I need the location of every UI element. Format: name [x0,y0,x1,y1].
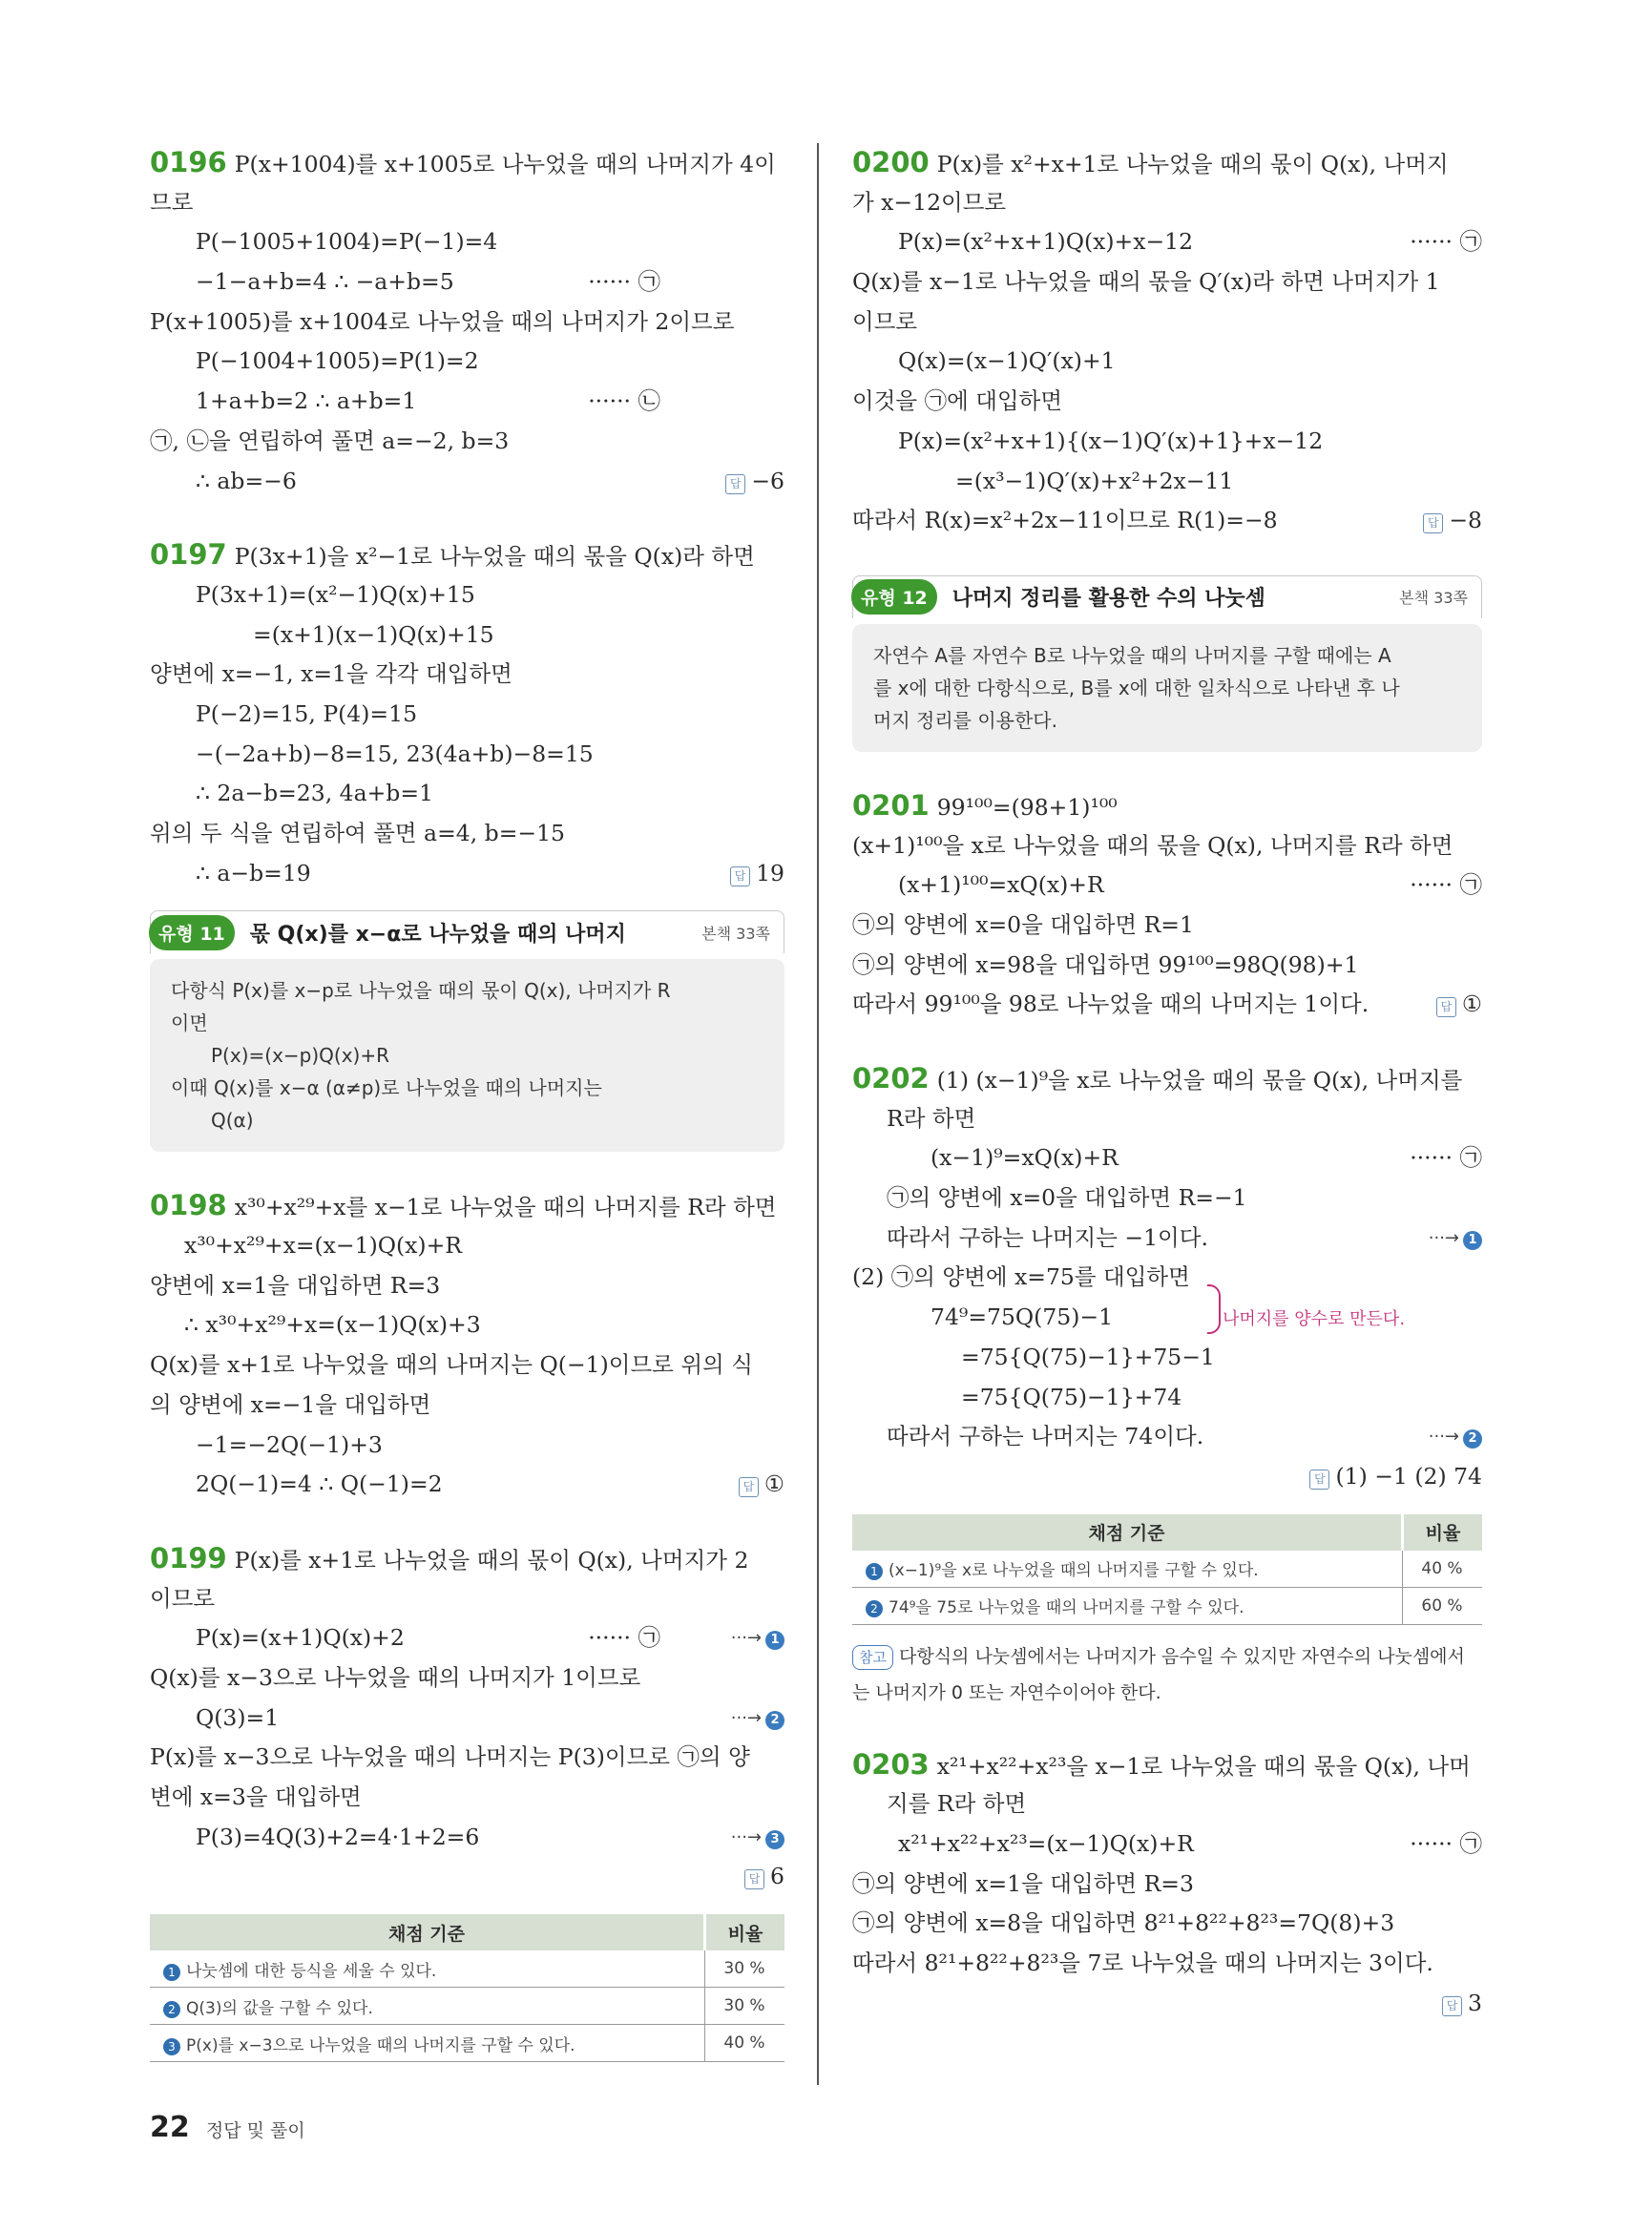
problem-0200: 0200 P(x)를 x²+x+1로 나누었을 때의 몫이 Q(x), 나머지 가 x−12이므로 P(x)=(x²+x+1)Q(x)+x−12 ······ ㉠ Q(x)를 x−1로 나누었을 때의 몫을 Q′(x)라 하면 나머지가 1 이므로 Q(x)=(x−1)Q′(x)+1 이것을 ㉠에 대입하면 P(x)=(x²+x+1){(x−1)Q′(x)+1}+x−12 =(x³−1)Q′(x)+x²+2x−11 따라서 R(x)=x²+2x−11이므로 R(1)=−8 답 −8 [852,143,1482,541]
page-number: 22 [150,2111,190,2144]
problem-number: 0196 [150,146,227,178]
problem-number: 0202 [852,1062,930,1095]
problem-number: 0199 [150,1541,227,1574]
answer-mark: 답 ① [739,1465,784,1505]
type-summary-box: 자연수 A를 자연수 B로 나누었을 때의 나머지를 구할 때에는 A 를 x에 대한 다항식으로, B를 x에 대한 일차식으로 나타낸 후 나 머지 정리를 이용한다. [852,624,1482,752]
answer-mark: 답 19 [730,854,784,894]
problem-number: 0201 [852,788,930,822]
problem-0197: 0197 P(3x+1)을 x²−1로 나누었을 때의 몫을 Q(x)라 하면 P(3x+1)=(x²−1)Q(x)+15 =(x+1)(x−1)Q(x)+15 양변에 x=−1, x=1을 각각 대입하면 P(−2)=15, P(4)=15 −(−2a+b)−8=15, 23(4a+b)−8=15 ∴ 2a−b=23, 4a+b=1 위의 두 식을 연립하여 풀면 a=4, b=−15 ∴ a−b=19 답 19 [150,535,784,893]
type-11-section [150,910,784,1152]
answer-icon: 답 [739,1477,759,1497]
problem-0199: 0199 P(x)를 x+1로 나누었을 때의 몫이 Q(x), 나머지가 2 이므로 P(x)=(x+1)Q(x)+2 ······ ㉠ ···→ 1 Q(x)를 x−3으로 나누었을 때의 나머지가 1이므로 Q(3)=1 ···→ 2 P(x)를 x−3으로 나누었을 때의 나머지는 P(3)이므로 ㉠의 양 변에 x=3을 대입하면 P(3)=4Q(3)+2=4·1+2=6 ···→ 3 답 6 [150,1539,784,1897]
table-row: 1 나눗셈에 대한 등식을 세울 수 있다. 30 % [150,1950,784,1988]
type-page-ref: 본책 33쪽 [1399,589,1468,608]
answer-mark: 답 3 [1442,1984,1482,2024]
problem-0198: 0198 x³⁰+x²⁹+x를 x−1로 나누었을 때의 나머지를 R라 하면 x³⁰+x²⁹+x=(x−1)Q(x)+R 양변에 x=1을 대입하면 R=3 ∴ x³⁰+x²⁹+x=(x−1)Q(x)+3 Q(x)를 x+1로 나누었을 때의 나머지는 Q(−1)이므로 위의 식 의 양변에 x=−1을 대입하면 −1=−2Q(−1)+3 2Q(−1)=4 ∴ Q(−1)=2 답 ① [150,1186,784,1505]
step-marker: ···→ 3 [731,1818,784,1858]
table-row: 2 74⁹을 75로 나누었을 때의 나머지를 구할 수 있다. 60 % [852,1587,1482,1624]
right-column [852,143,1482,2023]
type-title: 나머지 정리를 활용한 수의 나눗셈 [951,587,1265,612]
left-column [150,143,784,2062]
type-summary-box: 다항식 P(x)를 x−p로 나누었을 때의 몫이 Q(x), 나머지가 R 이면 P(x)=(x−p)Q(x)+R 이때 Q(x)를 x−α (α≠p)로 나누었을 때의 나머지는 Q(α) [150,959,784,1152]
problem-0196: 0196 P(x+1004)를 x+1005로 나누었을 때의 나머지가 4이 므로 P(−1005+1004)=P(−1)=4 −1−a+b=4 ∴ −a+b=5 ······ ㉠ P(x+1005)를 x+1004로 나누었을 때의 나머지가 2이므로 P(−1004+1005)=P(1)=2 1+a+b=2 ∴ a+b=1 ······ ㉡ ㉠, ㉡을 연립하여 풀면 a=−2, b=3 ∴ ab=−6 답 −6 [150,143,784,501]
step-marker: ···→ 2 [731,1699,784,1739]
bracket-annotation [1207,1284,1221,1334]
step-marker: ···→ 1 [1429,1219,1482,1259]
table-row: 1 (x−1)⁹을 x로 나누었을 때의 나머지를 구할 수 있다. 40 % [852,1551,1482,1588]
side-note: 나머지를 양수로 만든다. [1223,1309,1406,1330]
answer-icon: 답 [1436,997,1456,1017]
note-tag: 참고 [852,1645,893,1670]
answer-mark: 답 6 [744,1857,784,1897]
answer-mark: 답 ① [1436,985,1482,1025]
problem-number: 0197 [150,538,227,572]
step-marker: ···→ 1 [731,1618,784,1658]
footer-label: 정답 및 풀이 [205,2120,305,2141]
reference-note: 참고 다항식의 나눗셈에서는 나머지가 음수일 수 있지만 자연수의 나눗셈에서 는 나머지가 0 또는 자연수이어야 한다. [852,1645,1465,1703]
answer-icon: 답 [1423,513,1443,533]
scoring-table: 채점 기준 비율 1 (x−1)⁹을 x로 나누었을 때의 나머지를 구할 수 있다. 40 % 2 74⁹을 75로 나누었을 때의 나머지를 구할 수 있다. 60 % [852,1514,1482,1625]
type-badge: 유형 12 [851,579,937,615]
step-marker: ···→ 2 [1429,1417,1482,1457]
type-title: 몫 Q(x)를 x−α로 나누었을 때의 나머지 [249,922,626,947]
page-footer [150,2111,305,2144]
type-12-section [852,575,1482,752]
problem-number: 0203 [852,1747,930,1781]
answer-icon: 답 [1309,1470,1329,1490]
answer-icon: 답 [725,474,745,494]
problem-0201: 0201 99¹⁰⁰=(98+1)¹⁰⁰ (x+1)¹⁰⁰을 x로 나누었을 때의 몫을 Q(x), 나머지를 R라 하면 (x+1)¹⁰⁰=xQ(x)+R ······ ㉠ ㉠의 양변에 x=0을 대입하면 R=1 ㉠의 양변에 x=98을 대입하면 99¹⁰⁰=98Q(98)+1 따라서 99¹⁰⁰을 98로 나누었을 때의 나머지는 1이다. 답 ① [852,786,1482,1025]
type-page-ref: 본책 33쪽 [701,924,770,943]
answer-icon: 답 [730,866,750,886]
problem-number: 0198 [150,1189,227,1222]
table-row: 3 P(x)를 x−3으로 나누었을 때의 나머지를 구할 수 있다. 40 % [150,2025,784,2062]
answer-mark: 답 −8 [1423,501,1482,541]
column-divider [817,143,819,2085]
answer-icon: 답 [1442,1996,1462,2016]
answer-mark: 답 (1) −1 (2) 74 [1309,1457,1482,1497]
problem-0202: 0202 (1) (x−1)⁹을 x로 나누었을 때의 몫을 Q(x), 나머지를 R라 하면 (x−1)⁹=xQ(x)+R ······ ㉠ ㉠의 양변에 x=0을 대입하면 R=−1 따라서 구하는 나머지는 −1이다. ···→ 1 (2) ㉠의 양변에 x=75를 대입하면 74⁹=75Q(75)−1 나머지를 양수로 만든다. =75{Q(75)−1}+75−1 =75{Q(75)−1}+74 따라서 구하는 나머지는 74이다. ···→ 2 답 (1) −1 (2) 74 [852,1059,1482,1497]
answer-mark: 답 −6 [725,462,784,502]
scoring-table: 채점 기준 비율 1 나눗셈에 대한 등식을 세울 수 있다. 30 % 2 Q(3)의 값을 구할 수 있다. 30 % 3 P(x)를 x−3으로 나누었을 때의 나머지를 구할 수 있다. 40 % [150,1914,784,2062]
problem-0203: 0203 x²¹+x²²+x²³을 x−1로 나누었을 때의 몫을 Q(x), 나머 지를 R라 하면 x²¹+x²²+x²³=(x−1)Q(x)+R ······ ㉠ ㉠의 양변에 x=1을 대입하면 R=3 ㉠의 양변에 x=8을 대입하면 8²¹+8²²+8²³=7Q(8)+3 따라서 8²¹+8²²+8²³을 7로 나누었을 때의 나머지는 3이다. 답 3 [852,1745,1482,2024]
table-row: 2 Q(3)의 값을 구할 수 있다. 30 % [150,1988,784,2025]
answer-icon: 답 [744,1869,764,1889]
problem-number: 0200 [852,146,930,178]
type-badge: 유형 11 [149,915,235,950]
